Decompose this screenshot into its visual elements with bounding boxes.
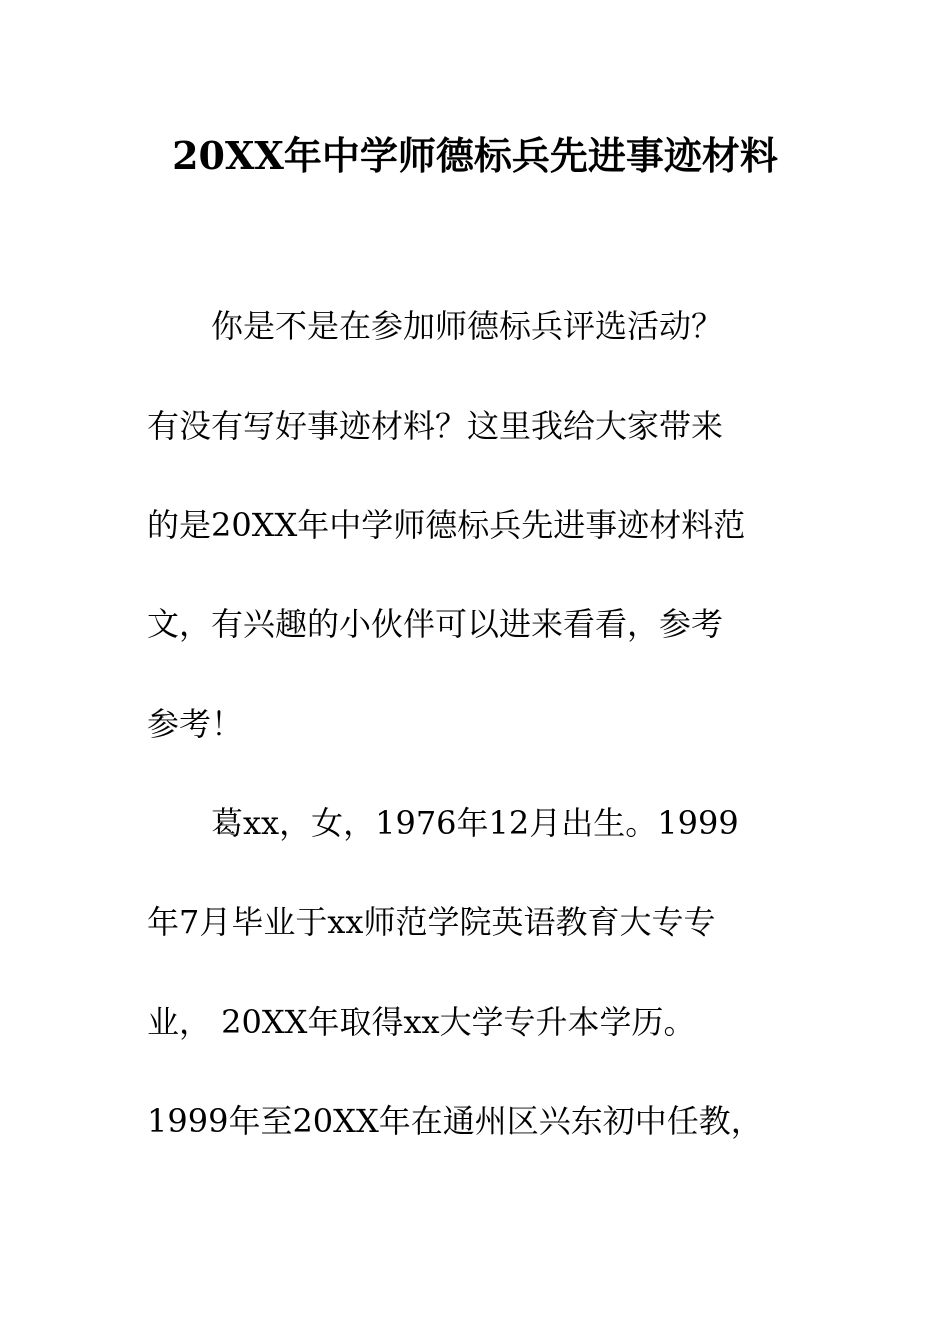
paragraph-line: 业， 20XX年取得xx大学专升本学历。 (147, 1003, 696, 1041)
paragraph-line: 你是不是在参加师德标兵评选活动？ (147, 307, 724, 345)
paragraph-line: 1999年至20XX年在通州区兴东初中任教， (147, 1102, 763, 1140)
paragraph-line: 有没有写好事迹材料？这里我给大家带来 (147, 407, 724, 445)
paragraph-line: 文，有兴趣的小伙伴可以进来看看，参考 (147, 605, 724, 643)
paragraph-line: 葛xx，女，1976年12月出生。1999 (147, 804, 739, 842)
document-title: 20XX年中学师德标兵先进事迹材料 (172, 133, 778, 178)
paragraph-line: 的是20XX年中学师德标兵先进事迹材料范 (147, 506, 746, 544)
paragraph-line: 年7月毕业于xx师范学院英语教育大专专 (147, 903, 716, 941)
paragraph-line: 参考！ (147, 705, 244, 743)
